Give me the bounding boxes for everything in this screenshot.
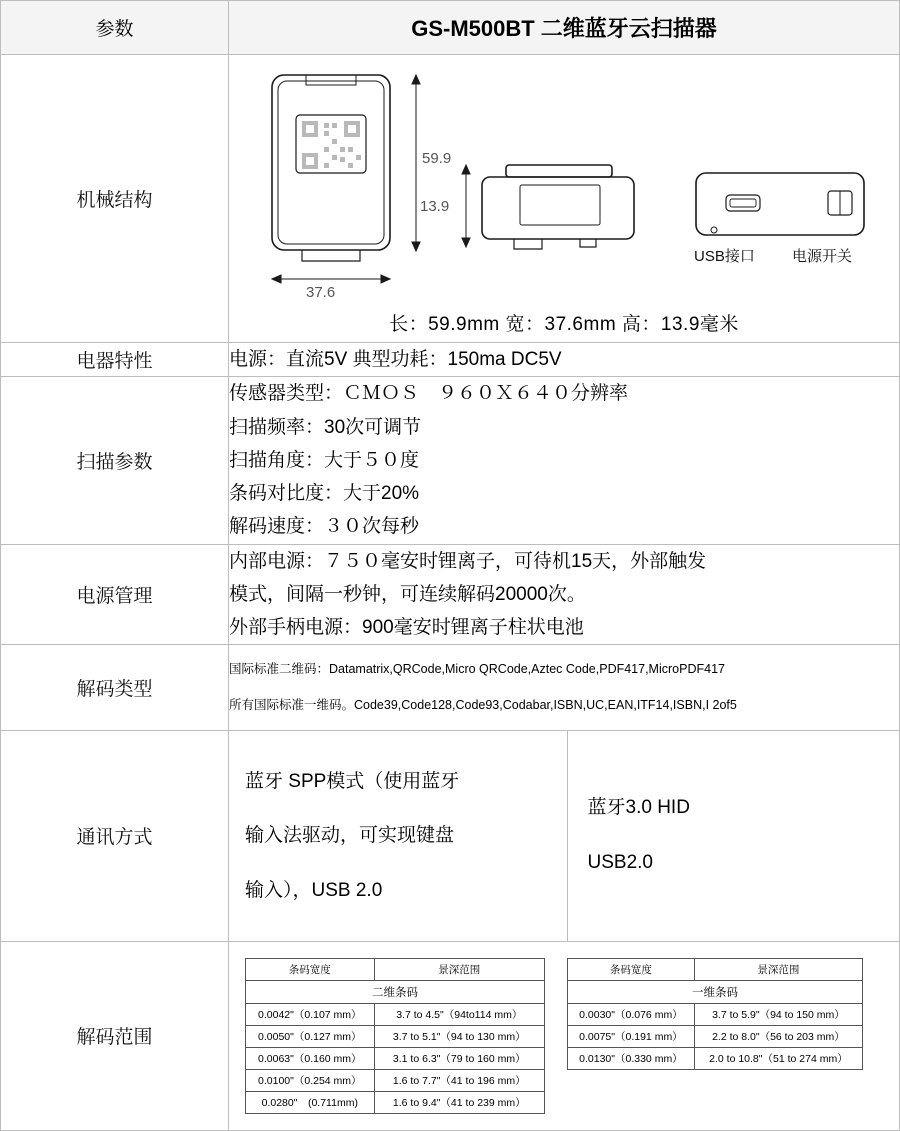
range-2d-header-depth: 景深范围 — [374, 958, 544, 980]
row-label-mechanical: 机械结构 — [1, 55, 229, 343]
range-1d-header-width: 条码宽度 — [568, 958, 695, 980]
range-2d-r2-c0: 0.0063"（0.160 mm） — [246, 1047, 375, 1069]
scan-line-5: 解码速度：３０次每秒 — [229, 516, 420, 538]
range-2d-r3-c1: 1.6 to 7.7"（41 to 196 mm） — [374, 1069, 544, 1091]
decode-type-line-2: 所有国际标准一维码。Code39,Code128,Code93,Codabar,ISBN,UC,EAN,ITF14,ISBN,I 2of5 — [229, 698, 737, 712]
qr-code-glyph — [302, 121, 361, 169]
range-table-2d — [245, 958, 545, 1114]
row-label-scan: 扫描参数 — [1, 377, 229, 544]
table-row — [246, 958, 545, 980]
table-row — [568, 1047, 863, 1069]
decode-type-line-1: 国际标准二维码：Datamatrix,QRCode,Micro QRCode,Aztec Code,PDF417,MicroPDF417 — [229, 661, 725, 676]
table-row-scan — [1, 377, 900, 544]
range-2d-r0-c1: 3.7 to 4.5"（94to114 mm） — [374, 1003, 544, 1025]
range-2d-r4-c1: 1.6 to 9.4"（41 to 239 mm） — [374, 1091, 544, 1113]
table-header-row — [1, 1, 900, 55]
row-label-communication: 通讯方式 — [1, 731, 229, 941]
comm-left-line-3: 输入），USB 2.0 — [245, 879, 383, 901]
table-row-mechanical — [1, 55, 900, 343]
table-row-electrical — [1, 343, 900, 377]
header-param-label: 参数 — [1, 1, 229, 55]
range-1d-r1-c0: 0.0075"（0.191 mm） — [568, 1025, 695, 1047]
range-2d-subtitle: 二维条码 — [246, 980, 545, 1003]
table-row — [568, 980, 863, 1003]
range-2d-header-width: 条码宽度 — [246, 958, 375, 980]
range-1d-subtitle: 一维条码 — [568, 980, 863, 1003]
dimension-width: 37.6 — [306, 284, 336, 301]
power-switch-label: 电源开关 — [792, 248, 853, 265]
table-row-decode-type — [1, 645, 900, 731]
range-table-1d — [567, 958, 863, 1070]
range-2d-r3-c0: 0.0100"（0.254 mm） — [246, 1069, 375, 1091]
scan-line-1: 传感器类型：ＣＭＯＳ ９６０Ｘ６４０分辨率 — [229, 383, 629, 405]
power-line-1: 内部电源：７５０毫安时锂离子，可待机15天，外部触发 — [229, 550, 707, 572]
table-row — [568, 1003, 863, 1025]
comm-bluetooth-spp — [229, 731, 567, 940]
scan-line-3: 扫描角度：大于５０度 — [229, 449, 420, 471]
dimension-caption: 长：59.9mm 宽：37.6mm 高：13.9毫米 — [389, 314, 739, 335]
dimension-height: 59.9 — [422, 150, 452, 167]
usb-port-label: USB接口 — [694, 248, 755, 265]
power-line-2: 模式，间隔一秒钟，可连续解码20000次。 — [229, 583, 586, 605]
range-2d-r2-c1: 3.1 to 6.3"（79 to 160 mm） — [374, 1047, 544, 1069]
range-1d-r2-c0: 0.0130"（0.330 mm） — [568, 1047, 695, 1069]
range-2d-r0-c0: 0.0042"（0.107 mm） — [246, 1003, 375, 1025]
range-1d-r0-c0: 0.0030"（0.076 mm） — [568, 1003, 695, 1025]
comm-right-line-2: USB2.0 — [587, 852, 653, 874]
table-row — [246, 1091, 545, 1113]
table-row-communication — [1, 731, 900, 941]
table-row — [568, 1025, 863, 1047]
range-1d-r0-c1: 3.7 to 5.9"（94 to 150 mm） — [694, 1003, 862, 1025]
comm-bluetooth-hid — [567, 731, 899, 940]
row-label-power: 电源管理 — [1, 544, 229, 645]
table-row — [246, 1025, 545, 1047]
electrical-text: 电源：直流5V 典型功耗：150ma DC5V — [229, 349, 562, 370]
table-row-power — [1, 544, 900, 645]
comm-right-line-1: 蓝牙3.0 HID — [587, 797, 690, 819]
mechanical-drawing — [244, 65, 884, 305]
table-row — [568, 958, 863, 980]
row-label-decode-range: 解码范围 — [1, 941, 229, 1130]
range-2d-r1-c0: 0.0050"（0.127 mm） — [246, 1025, 375, 1047]
row-label-electrical: 电器特性 — [1, 343, 229, 377]
range-2d-r1-c1: 3.7 to 5.1"（94 to 130 mm） — [374, 1025, 544, 1047]
table-row-decode-range — [1, 941, 900, 1130]
mechanical-content — [229, 55, 900, 343]
range-1d-r2-c1: 2.0 to 10.8"（51 to 274 mm） — [694, 1047, 862, 1069]
comm-left-line-2: 输入法驱动，可实现键盘 — [245, 825, 455, 847]
electrical-content — [229, 343, 900, 377]
scan-line-2: 扫描频率：30次可调节 — [229, 416, 422, 438]
comm-left-line-1: 蓝牙 SPP模式（使用蓝牙 — [245, 771, 460, 793]
communication-content — [229, 731, 900, 941]
page-title: GS-M500BT 二维蓝牙云扫描器 — [229, 1, 900, 55]
table-row — [246, 1047, 545, 1069]
row-label-decode-type: 解码类型 — [1, 645, 229, 731]
range-2d-r4-c0: 0.0280" (0.711mm) — [246, 1091, 375, 1113]
dimension-thickness: 13.9 — [420, 198, 450, 215]
table-row — [246, 1069, 545, 1091]
range-1d-r1-c1: 2.2 to 8.0"（56 to 203 mm） — [694, 1025, 862, 1047]
scan-line-4: 条码对比度：大于20% — [229, 483, 420, 504]
scan-content — [229, 377, 900, 544]
decode-range-content — [229, 941, 900, 1130]
power-line-3: 外部手柄电源：900毫安时锂离子柱状电池 — [229, 617, 584, 638]
table-row — [246, 1003, 545, 1025]
decode-type-content — [229, 645, 900, 731]
table-row — [246, 980, 545, 1003]
power-content — [229, 544, 900, 645]
range-1d-header-depth: 景深范围 — [694, 958, 862, 980]
